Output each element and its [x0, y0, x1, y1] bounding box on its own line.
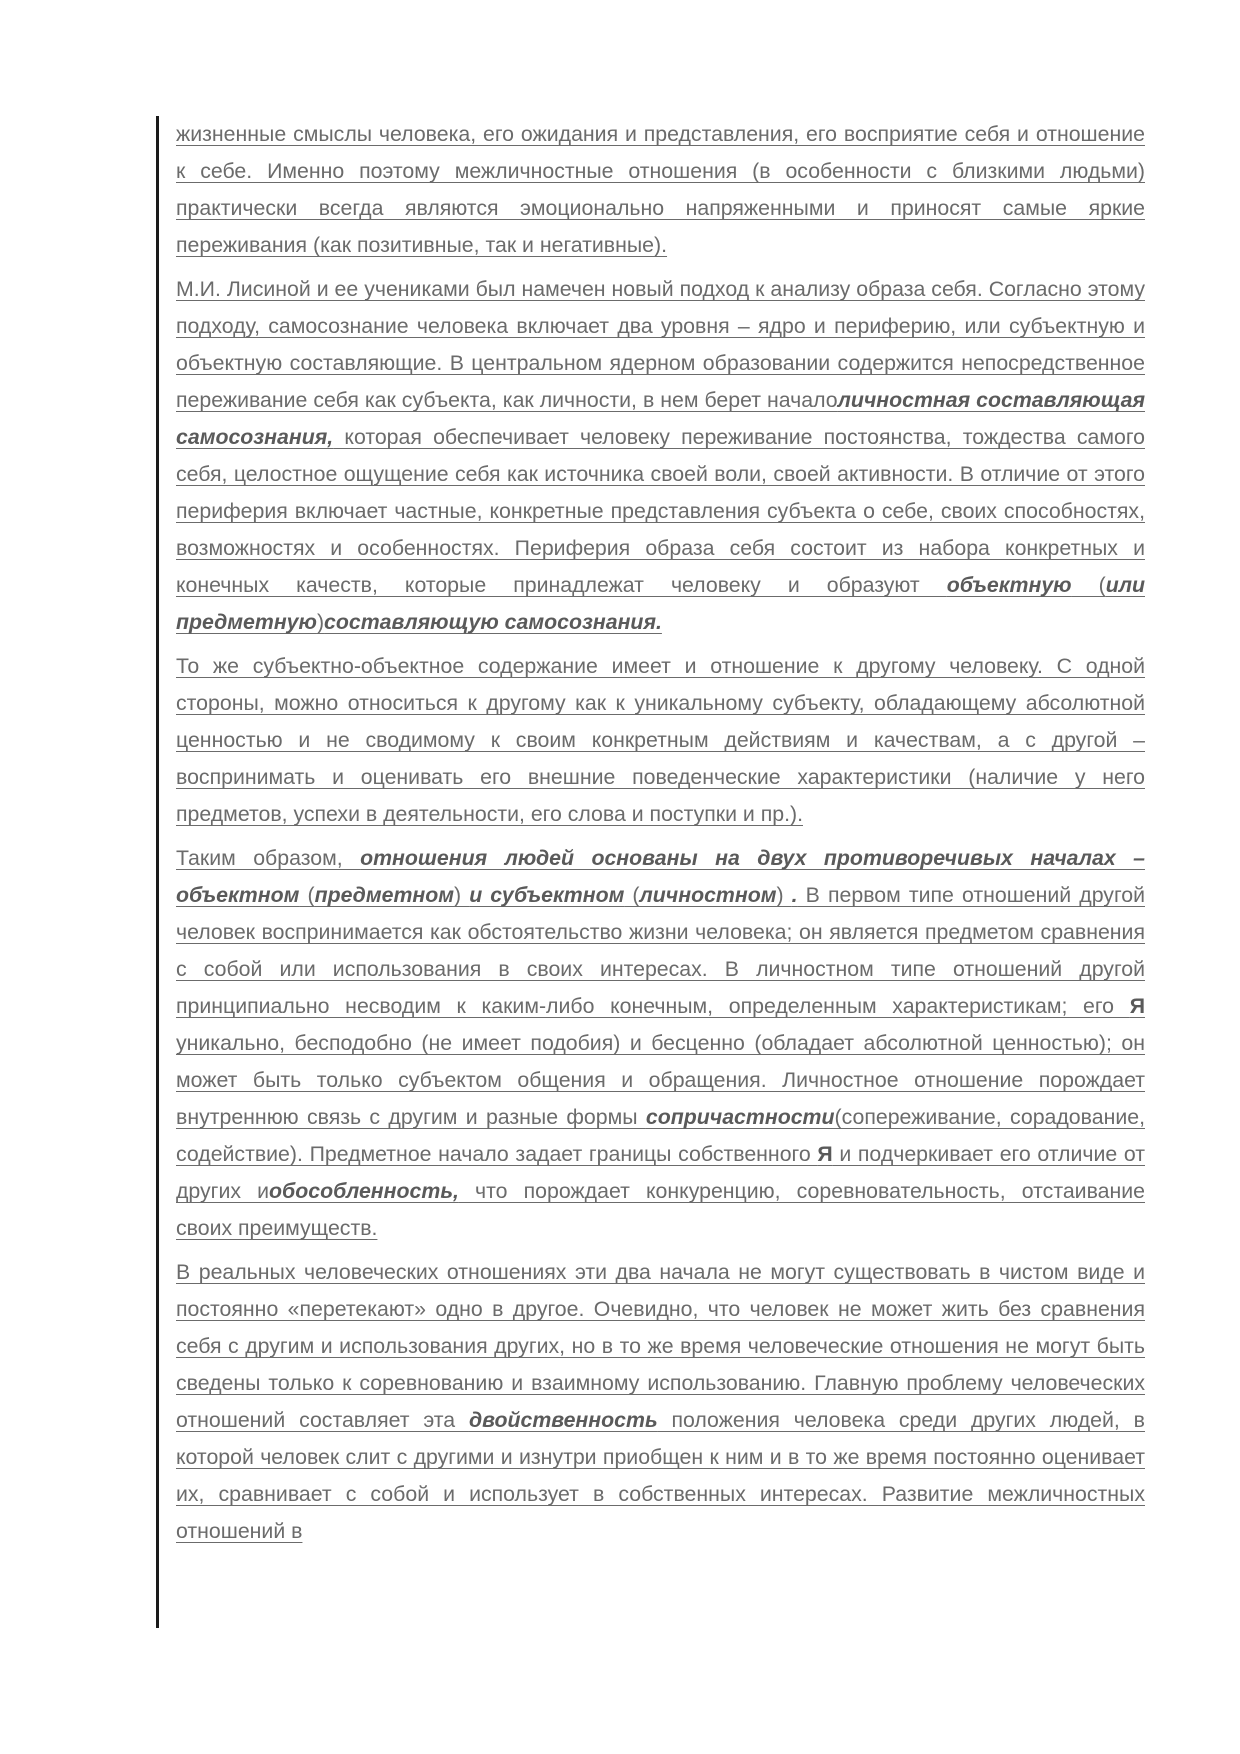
text-run: ) — [454, 883, 470, 907]
text-run: ( — [299, 883, 315, 907]
paragraph-1 — [176, 116, 1145, 264]
text-run: которая обеспечивает человеку переживание постоянства, тождества самого себя, целостное ощущение себя как источника своей воли, своей активности. В отличие от этого периферия включает частные, конкретные представления субъекта о себе, своих способностях, возможностях и особенностях. Периферия образа себя состоит из набора конкретных и конечных качеств, которые принадлежат человеку и образуют — [176, 425, 1145, 597]
text-run: и подчеркивает его отличие от других и — [176, 1142, 1145, 1203]
emphasis-run: и субъектном — [469, 883, 625, 907]
text-column — [176, 116, 1145, 1557]
text-run: ) — [316, 610, 325, 634]
bold-run: Я — [817, 1142, 833, 1166]
revision-change-bar — [156, 116, 159, 1628]
paragraph-1-text: жизненные смыслы человека, его ожидания и представления, его восприятие себя и отношение к себе. Именно поэтому межличностные отношения (в особенности с близкими людьми) практически всегда являются эмоционально напряженными и приносят самые яркие переживания (как позитивные, так и негативные). — [176, 122, 1145, 257]
text-run: В первом типе отношений другой человек воспринимается как обстоятельство жизни человека; он является предметом сравнения с собой или использования в своих интересах. В личностном типе отношений другой принципиально несводим к каким-либо конечным, определенным характеристикам; его — [176, 883, 1145, 1018]
emphasis-run: отношения людей основаны на двух противоречивых началах – объектном — [176, 846, 1145, 907]
text-run: ) — [776, 883, 792, 907]
emphasis-run: сопричастности — [645, 1105, 835, 1129]
emphasis-run: личностном — [639, 883, 777, 907]
emphasis-run: предметном — [314, 883, 455, 907]
emphasis-run: . — [791, 883, 798, 907]
bold-run: Я — [1129, 994, 1145, 1018]
paragraph-3 — [176, 648, 1145, 833]
text-run: ( — [624, 883, 640, 907]
emphasis-run: объектную — [946, 573, 1072, 597]
paragraph-3-text: То же субъектно-объектное содержание имеет и отношение к другому человеку. С одной стороны, можно относиться к другому как к уникальному субъекту, обладающему абсолютной ценностью и не сводимому к своим конкретным действиям и качествам, а с другой – воспринимать и оценивать его внешние поведенческие характеристики (наличие у него предметов, успехи в деятельности, его слова и поступки и пр.). — [176, 654, 1145, 826]
emphasis-run: составляющую самосознания. — [324, 610, 662, 634]
emphasis-run: обособленность, — [269, 1179, 459, 1203]
paragraph-2 — [176, 271, 1145, 641]
text-run: положения человека среди других людей, в которой человек слит с другими и изнутри приобщен к ним и в то же время постоянно оценивает их, сравнивает с собой и использует в собственных интересах. Развитие межличностных отношений в — [176, 1408, 1145, 1543]
text-run: что порождает конкуренцию, соревновательность, отстаивание своих преимуществ. — [176, 1179, 1145, 1240]
emphasis-run: или предметную — [176, 573, 1145, 634]
text-run: Таким образом, — [176, 846, 361, 870]
text-run: (сопереживание, сорадование, содействие). Предметное начало задает границы собственного — [176, 1105, 1145, 1166]
text-run: В реальных человеческих отношениях эти два начала не могут существовать в чистом виде и постоянно «перетекают» одно в другое. Очевидно, что человек не может жить без сравнения себя с другим и использования других, но в то же время человеческие отношения не могут быть сведены только к соревнованию и взаимному использованию. Главную проблему человеческих отношений составляет эта — [176, 1260, 1145, 1432]
emphasis-run: двойственность — [468, 1408, 658, 1432]
paragraph-5 — [176, 1254, 1145, 1550]
text-run: уникально, бесподобно (не имеет подобия) и бесценно (обладает абсолютной ценностью); он может быть только субъектом общения и обращения. Личностное отношение порождает внутреннюю связь с другим и разные формы — [176, 1031, 1145, 1129]
text-run: М.И. Лисиной и ее учениками был намечен новый подход к анализу образа себя. Согласно этому подходу, самосознание человека включает два уровня – ядро и периферию, или субъектную и объектную составляющие. В центральном ядерном образовании содержится непосредственное переживание себя как субъекта, как личности, в нем берет начало — [176, 277, 1145, 412]
paragraph-4 — [176, 840, 1145, 1247]
text-run: ( — [1071, 573, 1106, 597]
emphasis-run: личностная составляющая самосознания, — [176, 388, 1145, 449]
